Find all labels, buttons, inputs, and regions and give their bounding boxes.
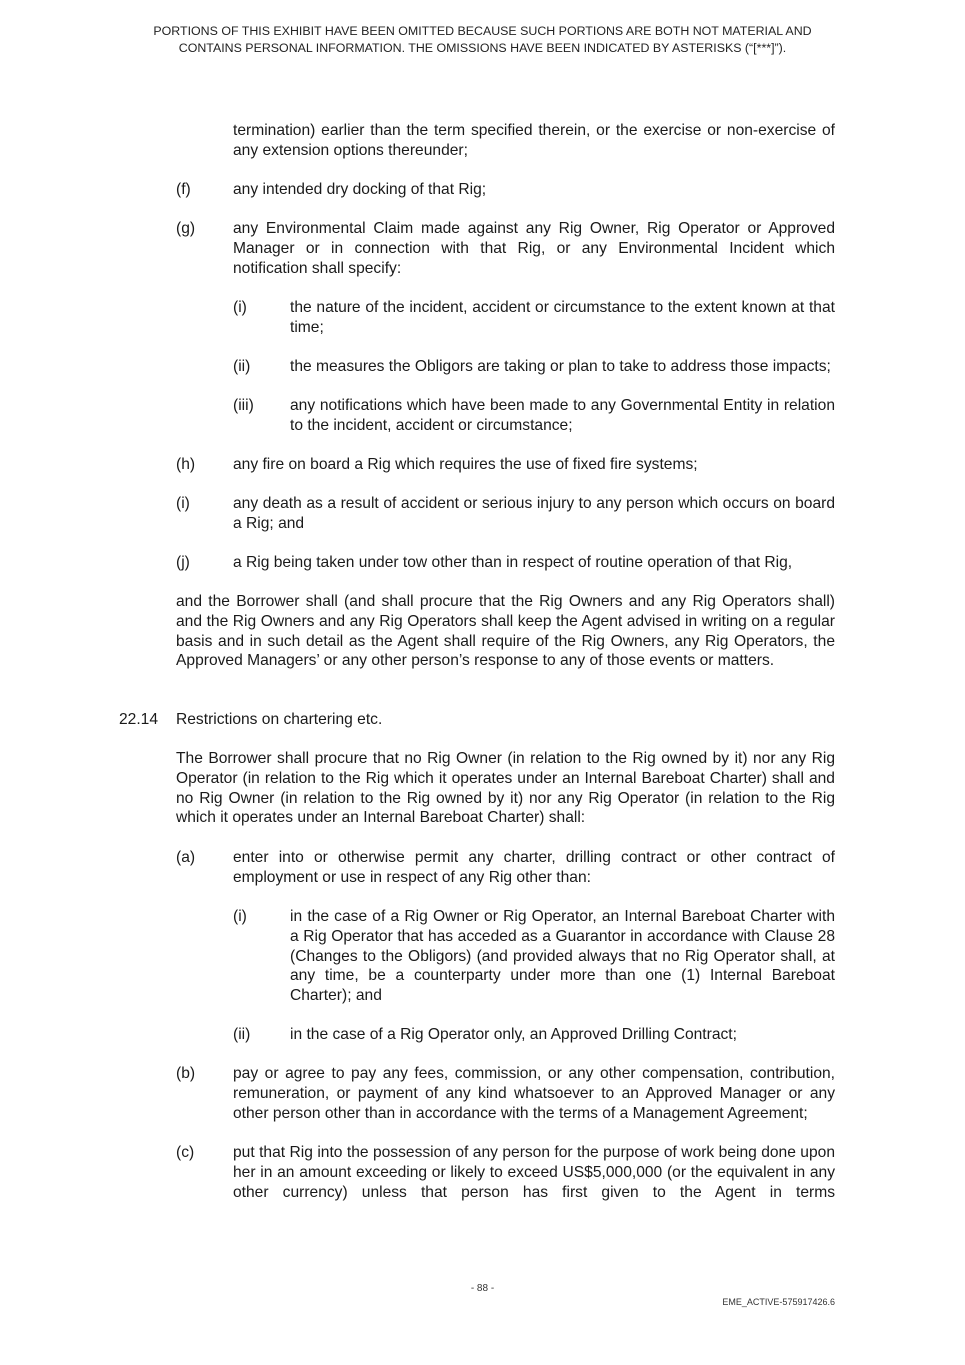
item-label-g: (g) — [176, 220, 196, 237]
section-number: 22.14 — [119, 711, 159, 728]
subitem-text-g-ii: the measures the Obligors are taking or plan to take to address those impacts; — [290, 358, 831, 375]
document-reference: EME_ACTIVE-575917426.6 — [722, 1297, 835, 1307]
item-label-h: (h) — [176, 456, 196, 473]
subitem-label-a-i: (i) — [233, 908, 247, 925]
item-label-i: (i) — [176, 495, 190, 512]
item-label-a: (a) — [176, 849, 196, 866]
item-text-g: any Environmental Claim made against any Rig Owner, Rig Operator or Approved Manager or in connection with that Rig, or any Environmental Incident which notification shall specify: — [233, 220, 835, 277]
subitem-text-a-ii: in the case of a Rig Operator only, an Approved Drilling Contract; — [290, 1026, 737, 1043]
subitem-label-g-ii: (ii) — [233, 358, 251, 375]
item-label-c: (c) — [176, 1144, 195, 1161]
subitem-label-g-i: (i) — [233, 299, 247, 316]
subitem-text-g-i: the nature of the incident, accident or circumstance to the extent known at that time; — [290, 299, 835, 336]
item-text-j: a Rig being taken under tow other than in respect of routine operation of that Rig, — [233, 554, 793, 571]
subitem-text-a-i: in the case of a Rig Owner or Rig Operator, an Internal Bareboat Charter with a Rig Operator that has acceded as a Guarantor in accordance with Clause 28 (Changes to the Obligors) (and provided always that no Rig Operator shall, at any time, be a counterparty under more than one (1) Internal Bareboat Charter); and — [290, 908, 835, 1005]
item-text-i: any death as a result of accident or serious injury to any person which occurs on board a Rig; and — [233, 495, 835, 532]
page-number: - 88 - — [470, 1283, 495, 1294]
item-text-h: any fire on board a Rig which requires the use of fixed fire systems; — [233, 456, 698, 473]
item-text-f: any intended dry docking of that Rig; — [233, 181, 487, 198]
subitem-label-g-iii: (iii) — [233, 397, 254, 414]
item-text-c: put that Rig into the possession of any person for the purpose of work being done upon her in an amount exceeding or likely to exceed US$5,000,000 (or the equivalent in any other currency) unless that person has first given to the Agent in terms — [233, 1144, 835, 1201]
closing-paragraph: and the Borrower shall (and shall procure that the Rig Owners and any Rig Operators shall) and the Rig Owners and any Rig Operators shall keep the Agent advised in writing on a regular basis and in such detail as the Agent shall require of the Rig Owners, any Rig Operators, the Approved Managers’ or any other person’s response to any of those events or matters. — [176, 593, 835, 670]
header-line-1: PORTIONS OF THIS EXHIBIT HAVE BEEN OMITTED BECAUSE SUCH PORTIONS ARE BOTH NOT MATERIAL AND — [153, 24, 812, 38]
continuation-paragraph: termination) earlier than the term specified therein, or the exercise or non-exercise of any extension options thereunder; — [233, 122, 835, 159]
section-intro-paragraph: The Borrower shall procure that no Rig Owner (in relation to the Rig owned by it) nor any Rig Operator (in relation to the Rig which it operates under an Internal Bareboat Charter) shall and no Rig Owner (in relation to the Rig owned by it) nor any Rig Operator (in relation to the Rig which it operates under an Internal Bareboat Charter) shall: — [176, 750, 835, 827]
item-text-b: pay or agree to pay any fees, commission, or any other compensation, contribution, remuneration, or payment of any kind whatsoever to an Approved Manager or any other person other than in accordance with the terms of a Management Agreement; — [233, 1065, 835, 1122]
item-label-f: (f) — [176, 181, 191, 198]
section-title: Restrictions on chartering etc. — [176, 711, 383, 728]
header-line-2: CONTAINS PERSONAL INFORMATION. THE OMISSIONS HAVE BEEN INDICATED BY ASTERISKS (“[***]”). — [178, 41, 787, 55]
item-label-b: (b) — [176, 1065, 196, 1082]
item-text-a: enter into or otherwise permit any charter, drilling contract or other contract of employment or use in respect of any Rig other than: — [233, 849, 835, 886]
subitem-label-a-ii: (ii) — [233, 1026, 251, 1043]
item-label-j: (j) — [176, 554, 190, 571]
exhibit-notice-header — [100, 23, 865, 57]
subitem-text-g-iii: any notifications which have been made to any Governmental Entity in relation to the incident, accident or circumstance; — [290, 397, 835, 434]
